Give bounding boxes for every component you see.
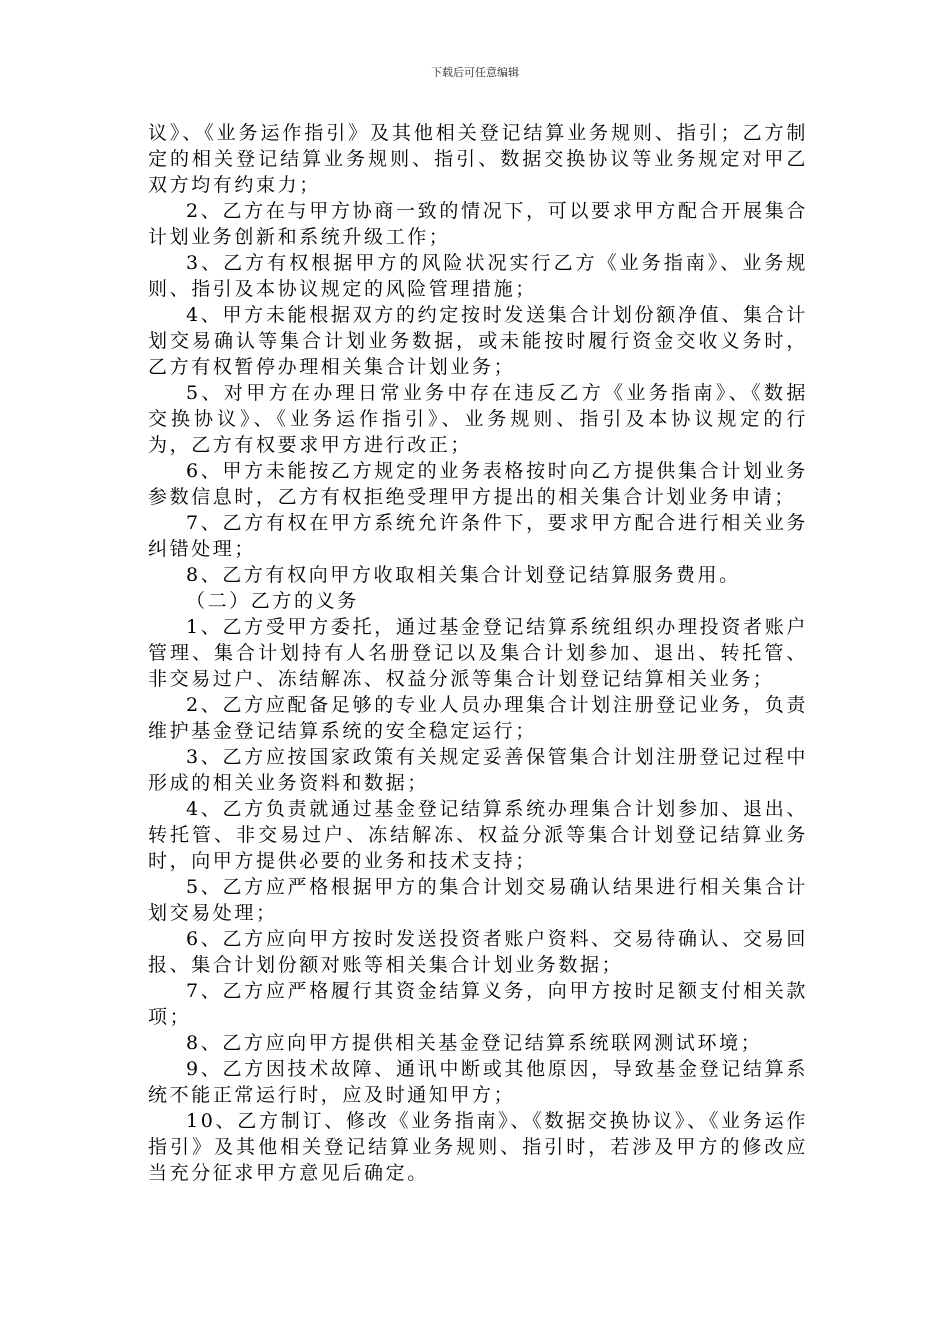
paragraph: 6、乙方应向甲方按时发送投资者账户资料、交易待确认、交易回报、集合计划份额对账等相关集合计划业务数据； (148, 928, 808, 976)
paragraph: 议》、《业务运作指引》及其他相关登记结算业务规则、指引；乙方制定的相关登记结算业务规则、指引、数据交换协议等业务规定对甲乙双方均有约束力； (148, 122, 808, 196)
paragraph: 4、甲方未能根据双方的约定按时发送集合计划份额净值、集合计划交易确认等集合计划业务数据，或未能按时履行资金交收义务时，乙方有权暂停办理相关集合计划业务； (148, 304, 808, 378)
page-header: 下载后可任意编辑 (431, 66, 519, 79)
paragraph: 8、乙方应向甲方提供相关基金登记结算系统联网测试环境； (186, 1032, 763, 1054)
paragraph: 5、对甲方在办理日常业务中存在违反乙方《业务指南》、《数据交换协议》、《业务运作指引》、业务规则、指引及本协议规定的行为，乙方有权要求甲方进行改正； (148, 382, 808, 456)
paragraph: 7、乙方有权在甲方系统允许条件下，要求甲方配合进行相关业务纠错处理； (148, 512, 808, 560)
document-body (148, 120, 808, 1186)
paragraph: 1、乙方受甲方委托，通过基金登记结算系统组织办理投资者账户管理、集合计划持有人名册登记以及集合计划参加、退出、转托管、非交易过户、冻结解冻、权益分派等集合计划登记结算相关业务； (148, 616, 808, 690)
paragraph: 2、乙方应配备足够的专业人员办理集合计划注册登记业务，负责维护基金登记结算系统的安全稳定运行； (148, 694, 808, 742)
paragraph: 5、乙方应严格根据甲方的集合计划交易确认结果进行相关集合计划交易处理； (148, 876, 808, 924)
paragraph: 9、乙方因技术故障、通讯中断或其他原因，导致基金登记结算系统不能正常运行时，应及时通知甲方； (148, 1058, 808, 1106)
section-heading: （二）乙方的义务 (186, 590, 359, 612)
paragraph: 3、乙方应按国家政策有关规定妥善保管集合计划注册登记过程中形成的相关业务资料和数据； (148, 746, 808, 794)
paragraph: 3、乙方有权根据甲方的风险状况实行乙方《业务指南》、业务规则、指引及本协议规定的风险管理措施； (148, 252, 808, 300)
paragraph: 6、甲方未能按乙方规定的业务表格按时向乙方提供集合计划业务参数信息时，乙方有权拒绝受理甲方提出的相关集合计划业务申请； (148, 460, 808, 508)
paragraph: 4、乙方负责就通过基金登记结算系统办理集合计划参加、退出、转托管、非交易过户、冻结解冻、权益分派等集合计划登记结算业务时，向甲方提供必要的业务和技术支持； (148, 798, 808, 872)
paragraph: 7、乙方应严格履行其资金结算义务，向甲方按时足额支付相关款项； (148, 980, 808, 1028)
paragraph: 8、乙方有权向甲方收取相关集合计划登记结算服务费用。 (186, 564, 741, 586)
paragraph: 10、乙方制订、修改《业务指南》、《数据交换协议》、《业务运作指引》及其他相关登记结算业务规则、指引时，若涉及甲方的修改应当充分征求甲方意见后确定。 (148, 1110, 808, 1184)
paragraph: 2、乙方在与甲方协商一致的情况下，可以要求甲方配合开展集合计划业务创新和系统升级工作； (148, 200, 808, 248)
